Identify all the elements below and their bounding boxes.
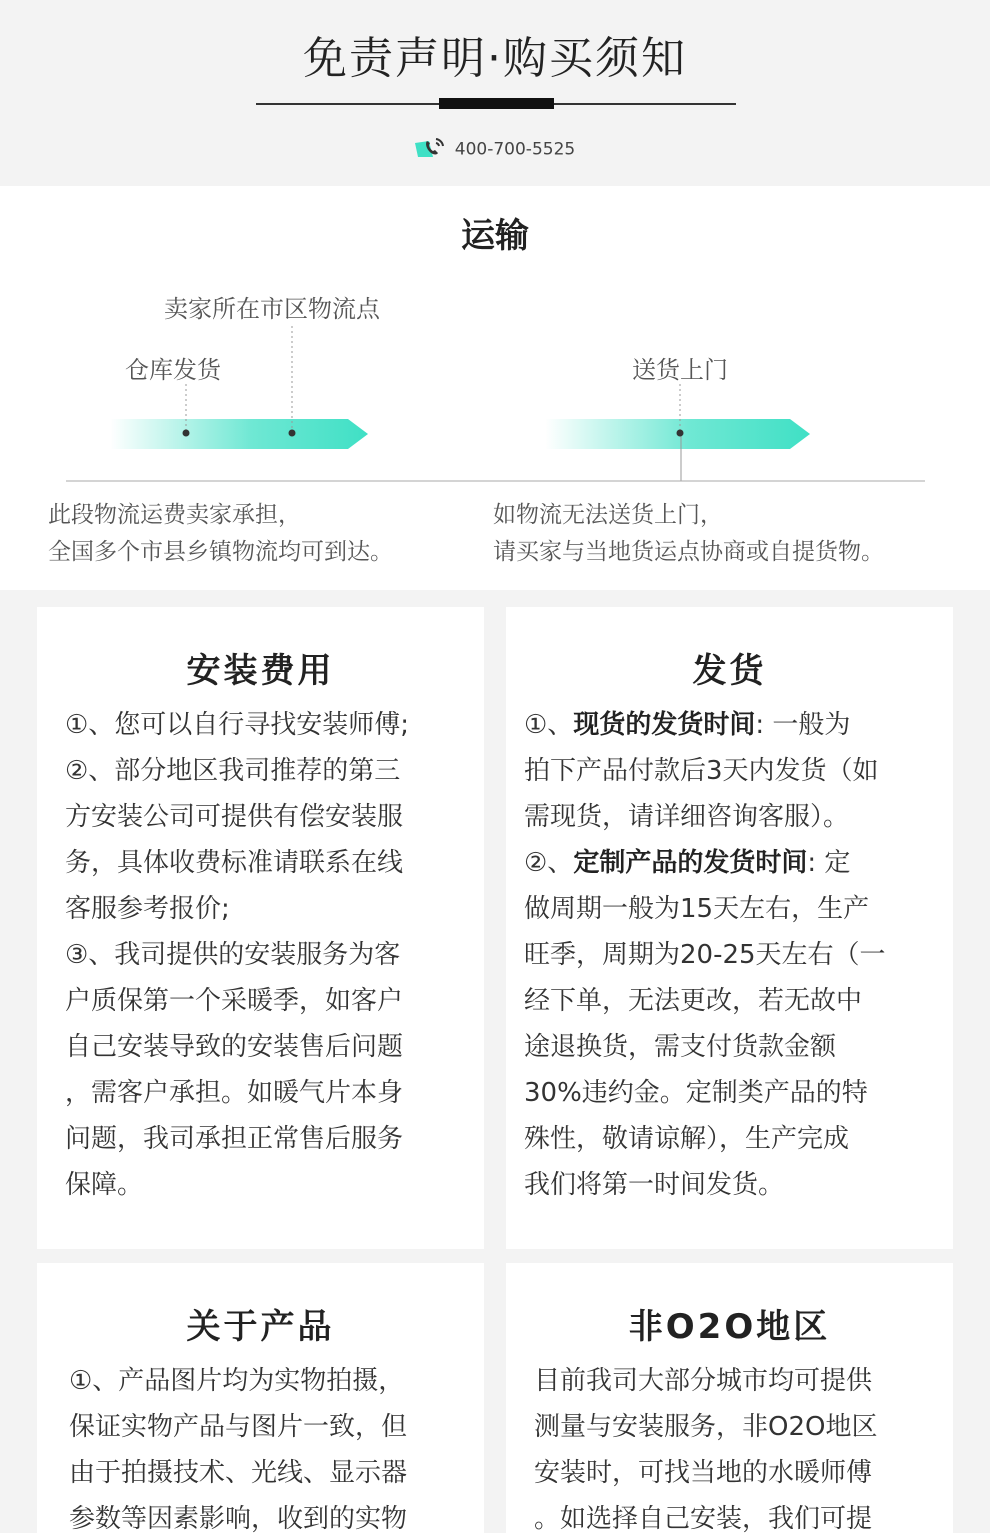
label-warehouse: 仓库发货 — [125, 356, 221, 384]
flow-arrow-left — [110, 419, 368, 449]
right-desc-line-1: 如物流无法送货上门， — [493, 502, 723, 528]
install-fee-card — [37, 607, 484, 1249]
non-o2o-body — [506, 1358, 953, 1533]
install-fee-body — [37, 702, 484, 1208]
text-line: 方安装公司可提供有偿安装服 — [65, 802, 404, 832]
shipping-title: 运输 — [461, 216, 529, 256]
text-line: 目前我司大部分城市均可提供 — [534, 1366, 873, 1396]
text-line: 参数等因素影响，收到的实物 — [69, 1504, 408, 1533]
right-desc-line-2: 请买家与当地货运点协商或自提货物。 — [493, 539, 884, 565]
text-line: ，需客户承担。如暖气片本身 — [65, 1078, 404, 1108]
label-seller-point: 卖家所在市区物流点 — [164, 295, 380, 323]
dot-door — [677, 430, 684, 437]
text-line: 经下单，无法更改，若无故中 — [524, 986, 863, 1016]
delivery-body — [506, 702, 953, 1208]
text-line: 自己安装导致的安装售后问题 — [65, 1032, 404, 1062]
text-line: 拍下产品付款后3天内发货（如 — [524, 756, 879, 786]
left-desc-line-2: 全国多个市县乡镇物流均可到达。 — [48, 539, 393, 565]
text-line: ①、您可以自行寻找安装师傅; — [65, 710, 410, 740]
text-line: 务，具体收费标准请联系在线 — [65, 848, 404, 878]
text-line: 户质保第一个采暖季，如客户 — [65, 986, 404, 1016]
text-line: 殊性，敬请谅解），生产完成 — [524, 1124, 850, 1154]
text-line: 我们将第一时间发货。 — [524, 1170, 785, 1200]
text-line: 做周期一般为15天左右，生产 — [524, 894, 870, 924]
header — [0, 0, 990, 186]
text-line: 保障。 — [65, 1170, 144, 1200]
phone-line[interactable] — [0, 135, 990, 164]
text-line — [524, 702, 927, 748]
text-line: 测量与安装服务，非O2O地区 — [534, 1412, 878, 1442]
text-fragment: : 一般为 — [755, 710, 851, 740]
text-line: 途退换货，需支付货款金额 — [524, 1032, 837, 1062]
page-title: 免责声明·购买须知 — [303, 33, 687, 84]
text-line: 问题，我司承担正常售后服务 — [65, 1124, 404, 1154]
text-line: 由于拍摄技术、光线、显示器 — [69, 1458, 408, 1488]
non-o2o-card — [506, 1263, 953, 1533]
install-fee-title: 安装费用 — [186, 651, 335, 691]
dot-warehouse — [183, 430, 190, 437]
delivery-title: 发货 — [692, 651, 767, 691]
text-line: ③、我司提供的安装服务为客 — [65, 940, 401, 970]
text-line: 旺季，周期为20-25天左右（一 — [524, 940, 886, 970]
right-description — [493, 497, 884, 571]
label-door: 送货上门 — [632, 356, 728, 384]
text-fragment: : 定 — [807, 848, 851, 878]
left-description — [48, 497, 393, 571]
item-number: ②、 — [524, 848, 574, 878]
about-product-card — [37, 1263, 484, 1533]
about-product-title: 关于产品 — [186, 1307, 335, 1347]
title-underline-accent — [439, 98, 554, 109]
phone-icon — [415, 135, 449, 164]
stock-time-heading: 现货的发货时间 — [573, 710, 756, 740]
left-desc-line-1: 此段物流运费卖家承担， — [48, 502, 301, 528]
text-line: 需现货，请详细咨询客服）。 — [524, 802, 850, 832]
text-line: ①、产品图片均为实物拍摄， — [69, 1366, 405, 1396]
text-line: ②、部分地区我司推荐的第三 — [65, 756, 401, 786]
about-product-body — [37, 1358, 484, 1533]
delivery-card — [506, 607, 953, 1249]
shipping-section — [0, 186, 990, 590]
non-o2o-title: 非O2O地区 — [628, 1307, 831, 1347]
phone-number: 400-700-5525 — [454, 139, 576, 160]
dot-seller — [289, 430, 296, 437]
item-number: ①、 — [524, 710, 574, 740]
text-line: 保证实物产品与图片一致，但 — [69, 1412, 408, 1442]
custom-time-heading: 定制产品的发货时间 — [573, 848, 808, 878]
text-line: 30%违约金。定制类产品的特 — [524, 1078, 868, 1108]
text-line: 客服参考报价; — [65, 894, 230, 924]
text-line: 安装时，可找当地的水暖师傅 — [534, 1458, 873, 1488]
text-line — [524, 840, 927, 886]
text-line: 。如选择自己安装，我们可提 — [534, 1504, 873, 1533]
